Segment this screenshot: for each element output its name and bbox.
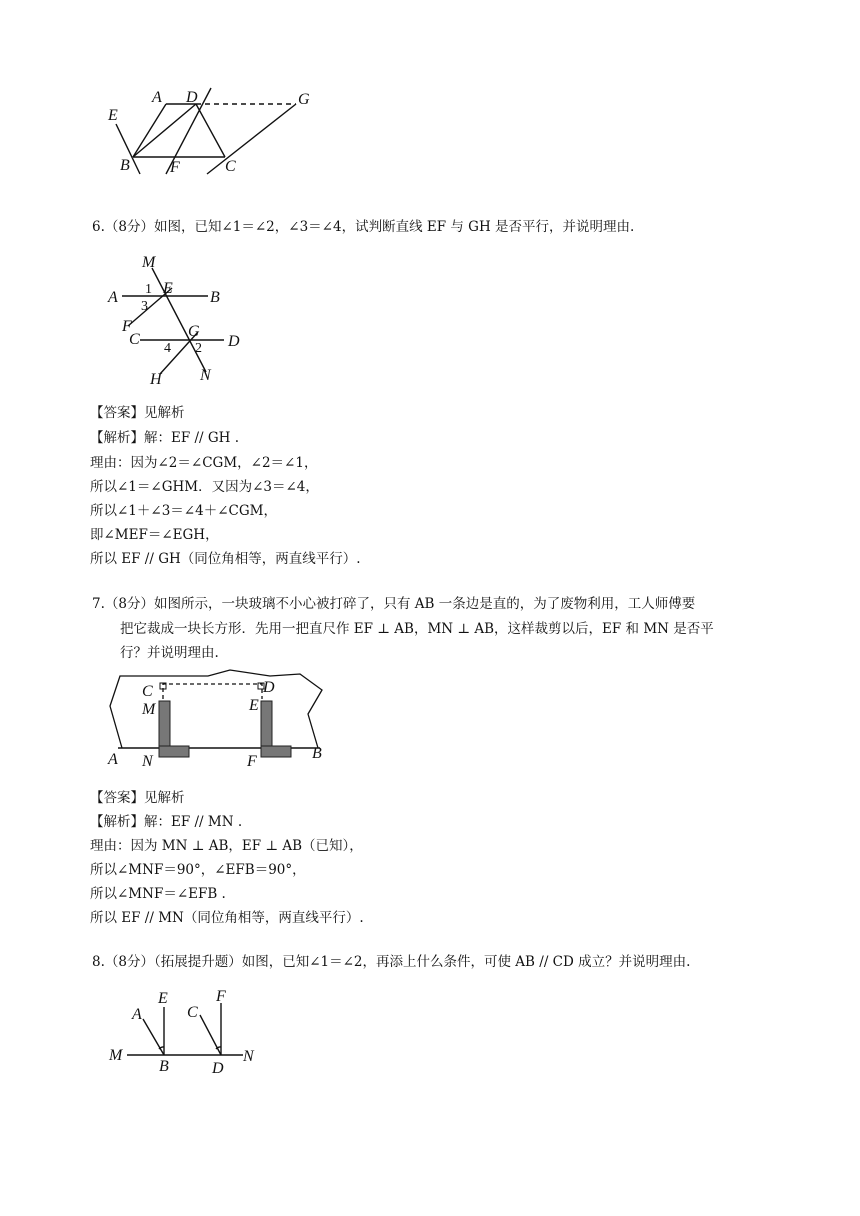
label-A: A <box>152 89 162 106</box>
label-E: E <box>108 107 118 124</box>
figure-parallelogram <box>100 80 330 180</box>
q7-analysis-3: 所以∠MNF＝∠EFB . <box>90 886 226 902</box>
label-G: G <box>188 323 200 340</box>
q6-answer: 【答案】见解析 <box>90 405 185 421</box>
label-B: B <box>312 745 322 762</box>
label-A: A <box>108 289 118 306</box>
label-F: F <box>170 159 180 176</box>
label-C: C <box>142 683 153 700</box>
label-4: 4 <box>164 341 171 356</box>
question-7-line-2: 把它裁成一块长方形．先用一把直尺作 EF ⊥ AB，MN ⊥ AB，这样裁剪以后，EF 和 MN 是否平 <box>120 621 714 637</box>
figure-q8 <box>105 985 265 1080</box>
label-M: M <box>109 1047 123 1064</box>
label-A: A <box>132 1006 142 1023</box>
label-D: D <box>228 333 240 350</box>
label-B: B <box>210 289 220 306</box>
label-D: D <box>263 679 275 696</box>
label-D: D <box>212 1060 224 1077</box>
label-F: F <box>122 318 132 335</box>
label-N: N <box>243 1048 254 1065</box>
label-N: N <box>200 367 211 384</box>
q6-analysis-5: 所以 EF // GH（同位角相等，两直线平行）. <box>90 551 361 567</box>
label-M: M <box>142 254 156 271</box>
label-E: E <box>158 990 168 1007</box>
figure-q6 <box>100 250 260 390</box>
q6-analysis-3: 所以∠1＋∠3＝∠4＋∠CGM， <box>90 503 277 519</box>
question-7-line-3: 行？并说明理由. <box>120 645 219 661</box>
question-7-line-1: 7.（8分）如图所示，一块玻璃不小心被打碎了，只有 AB 一条边是直的，为了废物利用，工人师傅要 <box>92 596 696 612</box>
label-B: B <box>159 1058 169 1075</box>
question-6: 6.（8分）如图，已知∠1＝∠2，∠3＝∠4，试判断直线 EF 与 GH 是否平行，并说明理由. <box>92 219 635 235</box>
label-E: E <box>249 697 259 714</box>
label-E: E <box>163 280 173 297</box>
q7-analysis-2: 所以∠MNF＝90°，∠EFB＝90°， <box>90 862 306 878</box>
q7-answer: 【答案】见解析 <box>90 790 185 806</box>
label-D: D <box>186 89 198 106</box>
label-A: A <box>108 751 118 768</box>
question-8: 8.（8分）（拓展提升题）如图，已知∠1＝∠2，再添上什么条件，可使 AB // CD 成立？并说明理由. <box>92 954 691 970</box>
label-F: F <box>247 753 257 770</box>
figure-glass <box>100 668 340 773</box>
label-G: G <box>298 91 310 108</box>
label-2: 2 <box>195 341 202 356</box>
label-1: 1 <box>145 282 152 297</box>
q7-analysis-0: 【解析】解：EF // MN . <box>90 814 243 830</box>
label-3: 3 <box>141 299 148 314</box>
label-F: F <box>216 988 226 1005</box>
label-C: C <box>187 1004 198 1021</box>
q6-analysis-2: 所以∠1＝∠GHM．又因为∠3＝∠4， <box>90 479 319 495</box>
q7-analysis-4: 所以 EF // MN（同位角相等，两直线平行）. <box>90 910 364 926</box>
label-N: N <box>142 753 153 770</box>
q6-analysis-1: 理由：因为∠2＝∠CGM，∠2＝∠1， <box>90 455 318 471</box>
label-M: M <box>142 701 156 718</box>
label-C: C <box>225 158 236 175</box>
label-B: B <box>120 157 130 174</box>
q6-analysis-4: 即∠MEF＝∠EGH， <box>90 527 219 543</box>
q6-analysis-0: 【解析】解：EF // GH . <box>90 430 240 446</box>
label-C: C <box>129 331 140 348</box>
label-H: H <box>150 371 162 388</box>
q7-analysis-1: 理由：因为 MN ⊥ AB，EF ⊥ AB（已知）， <box>90 838 363 854</box>
